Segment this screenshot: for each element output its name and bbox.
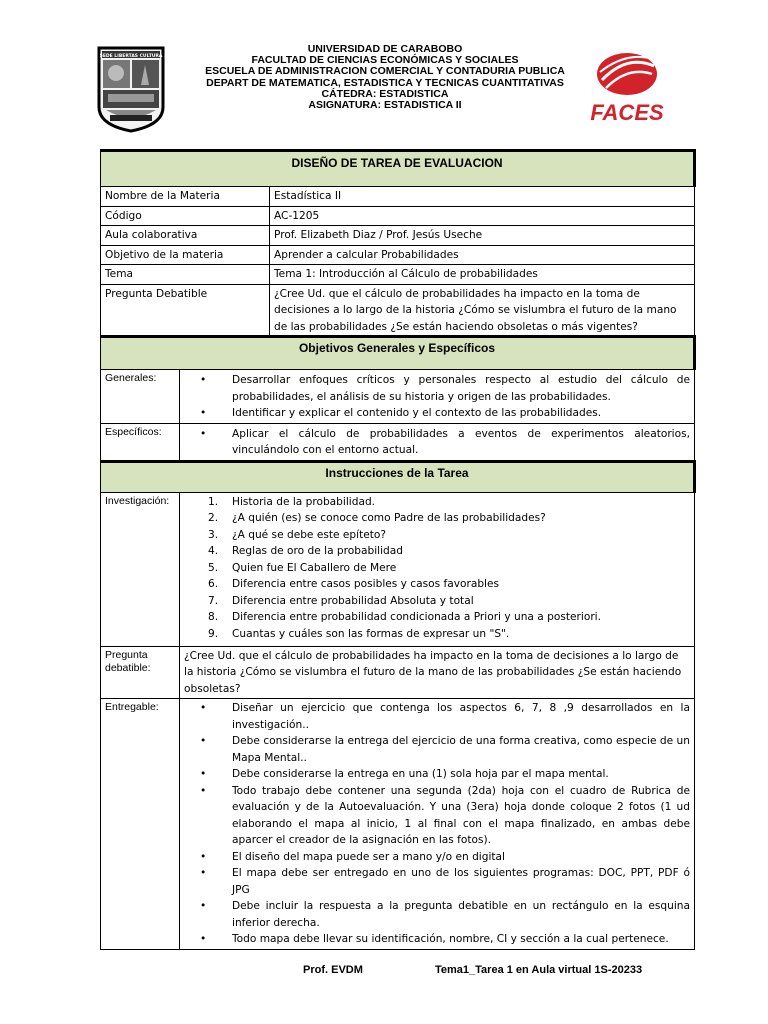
table-row — [101, 265, 695, 285]
list-item: 9. Cuantas y cuáles son las formas de expresar un "S". — [208, 627, 510, 640]
table-row — [101, 206, 695, 226]
crest-motto: SEDE LIBERTAS CULTURA — [99, 54, 163, 59]
list-item: • Diseñar un ejercicio que contenga los aspectos 6, 7, 8 ,9 desarrollados en la investigación.. — [232, 700, 690, 733]
header-line: ESCUELA DE ADMINISTRACION COMERCIAL Y CONTADURIA PUBLICA — [205, 65, 565, 78]
list-item: 6. Diferencia entre casos posibles y casos favorables — [208, 578, 500, 590]
list-item: • El diseño del mapa puede ser a mano y/o en digital — [232, 849, 690, 866]
table-row — [101, 187, 695, 207]
header-line: CÁTEDRA: ESTADISTICA — [321, 87, 449, 100]
list-item: 4. Reglas de oro de la probabilidad — [208, 545, 403, 557]
list-item: 7. Diferencia entre probabilidad Absoluta y total — [208, 594, 474, 607]
list-item: • Todo trabajo debe contener una segunda (2da) hoja con el cuadro de Rubrica de evaluación y de la Autoevaluación. Y una (3era) hoja donde coloque 2 fotos (1 ud elaborando el mapa al inicio, 1 al final con el mapa finalizado, en ambas debe aparcer el creador de la asignación en las fotos). — [232, 783, 690, 849]
institution-header — [180, 44, 590, 111]
list-item: 3. ¿A qué se debe este epíteto? — [208, 528, 387, 541]
list-item: • Aplicar el cálculo de probabilidades a eventos de experimentos aleatorios, vinculándolo con el entorno actual. — [232, 426, 690, 459]
row-label: Pregunta Debatible — [101, 284, 270, 337]
instructions-title: Instrucciones de la Tarea — [101, 461, 695, 492]
row-label: Aula colaborativa — [101, 226, 270, 246]
especificos-list — [184, 426, 690, 459]
list-item: • Desarrollar enfoques críticos y personales respecto al estudio del cálculo de probabilidades, el análisis de su historia y origen de las probabilidades. — [232, 372, 690, 405]
header-line: FACULTAD DE CIENCIAS ECONÓMICAS Y SOCIALES — [251, 54, 519, 67]
row-label: Nombre de la Materia — [101, 187, 270, 207]
footer-author: Prof. EVDM — [303, 964, 363, 976]
table-row — [101, 492, 695, 646]
header-line: ASIGNATURA: ESTADISTICA II — [308, 99, 462, 112]
investigacion-list — [184, 494, 690, 643]
table-row — [101, 646, 695, 699]
row-value: Estadística II — [270, 187, 695, 207]
row-value: ¿Cree Ud. que el cálculo de probabilidades ha impacto en la toma de decisiones a lo largo de la historia ¿Cómo se vislumbra el futuro de la mano de las probabilidades ¿Se están haciendo obsoletas o más vigentes? — [270, 284, 695, 337]
row-value: Tema 1: Introducción al Cálculo de probabilidades — [270, 265, 695, 285]
row-label: Código — [101, 206, 270, 226]
list-item: • El mapa debe ser entregado en uno de los siguientes programas: DOC, PPT, PDF ó JPG — [232, 865, 690, 898]
table-row — [101, 699, 695, 950]
list-item: • Debe considerarse la entrega del ejercicio de una forma creativa, como especie de un Mapa Mental.. — [232, 733, 690, 766]
investigacion-label: Investigación: — [101, 492, 180, 646]
row-value: AC-1205 — [270, 206, 695, 226]
list-item: 5. Quien fue El Caballero de Mere — [208, 561, 397, 574]
list-item: • Debe considerarse la entrega en una (1) sola hoja par el mapa mental. — [232, 766, 690, 783]
table-row — [101, 245, 695, 265]
objectives-title: Objetivos Generales y Específicos — [101, 337, 695, 370]
objectives-instructions-table — [100, 335, 696, 950]
footer-note: Tema1_Tarea 1 en Aula virtual 1S-20233 — [435, 964, 643, 976]
pregunta-text: ¿Cree Ud. que el cálculo de probabilidades ha impacto en la toma de decisiones a lo largo de la historia ¿Cómo se vislumbra el futuro de la mano de las probabilidades ¿Se están haciendo obsoletas? — [180, 646, 695, 699]
pregunta-label: Pregunta debatible: — [101, 646, 180, 699]
entregable-list — [184, 700, 690, 948]
row-value: Aprender a calcular Probabilidades — [270, 245, 695, 265]
design-table — [100, 149, 696, 337]
row-label: Tema — [101, 265, 270, 285]
university-crest-logo — [96, 45, 166, 133]
header-line: UNIVERSIDAD DE CARABOBO — [307, 43, 463, 55]
list-item: 1. Historia de la probabilidad. — [208, 495, 376, 508]
table-row — [101, 284, 695, 337]
entregable-label: Entregable: — [101, 699, 180, 950]
design-table-title: DISEÑO DE TAREA DE EVALUACION — [101, 151, 695, 187]
row-value: Prof. Elizabeth Diaz / Prof. Jesús Useche — [270, 226, 695, 246]
faces-logo — [588, 50, 666, 124]
especificos-label: Específicos: — [101, 423, 180, 461]
list-item: 8. Diferencia entre probabilidad condicionada a Priori y una a posteriori. — [208, 611, 601, 623]
table-row — [101, 370, 695, 424]
table-row — [101, 226, 695, 246]
list-item: • Identificar y explicar el contenido y el contexto de las probabilidades. — [232, 405, 690, 422]
faces-wordmark: FACES — [590, 100, 664, 124]
generales-label: Generales: — [101, 370, 180, 424]
table-row — [101, 423, 695, 461]
list-item: • Todo mapa debe llevar su identificación, nombre, CI y sección a la cual pertenece. — [232, 931, 690, 948]
list-item: • Debe incluir la respuesta a la pregunta debatible en un rectángulo en la esquina inferior derecha. — [232, 898, 690, 931]
generales-list — [184, 372, 690, 422]
header-line: DEPART DE MATEMATICA, ESTADISTICA Y TECNICAS CUANTITATIVAS — [206, 76, 564, 89]
row-label: Objetivo de la materia — [101, 245, 270, 265]
list-item: 2. ¿A quién (es) se conoce como Padre de las probabilidades? — [208, 512, 546, 524]
